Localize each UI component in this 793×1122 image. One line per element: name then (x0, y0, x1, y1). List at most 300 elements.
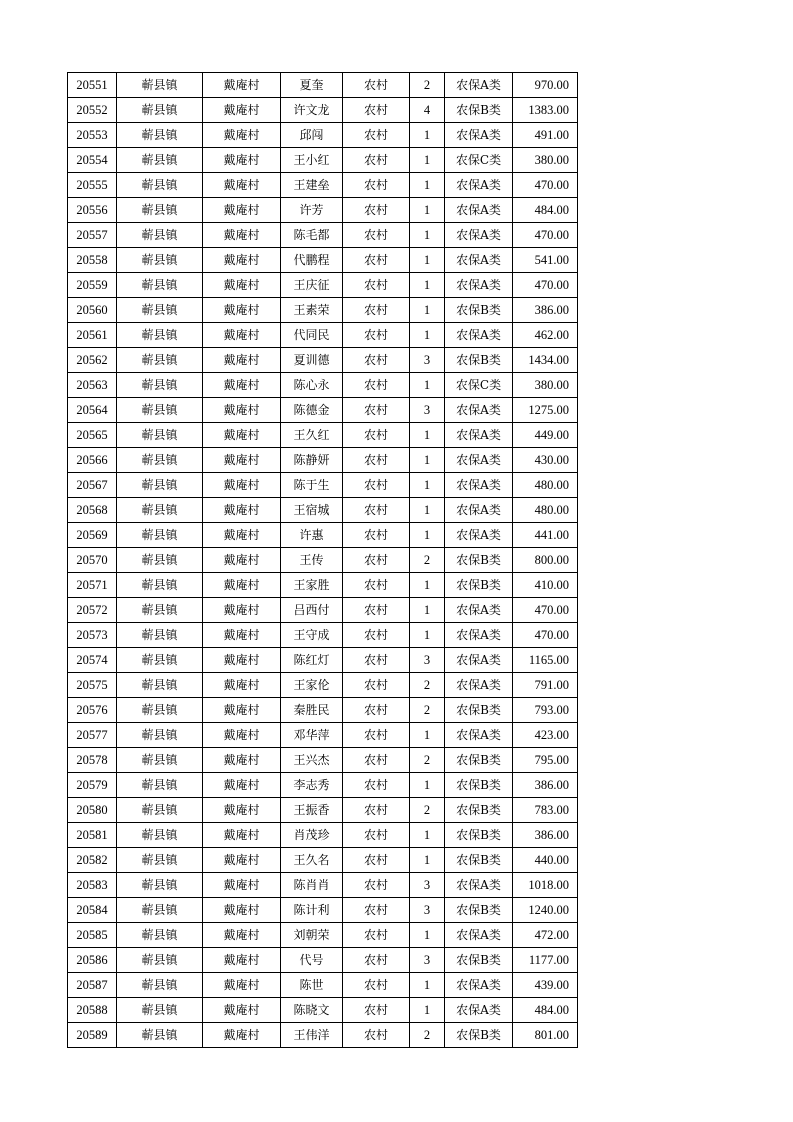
category-cell: 农保A类 (445, 473, 513, 498)
record-id-cell: 20571 (68, 573, 117, 598)
amount-cell: 480.00 (513, 473, 578, 498)
name-cell: 陈于生 (281, 473, 343, 498)
record-id-cell: 20587 (68, 973, 117, 998)
village-cell: 戴庵村 (203, 448, 281, 473)
category-cell: 农保A类 (445, 498, 513, 523)
record-id-cell: 20565 (68, 423, 117, 448)
name-cell: 王久红 (281, 423, 343, 448)
name-cell: 王庆征 (281, 273, 343, 298)
record-id-cell: 20589 (68, 1023, 117, 1048)
town-cell: 蕲县镇 (117, 723, 203, 748)
household-type-cell: 农村 (343, 173, 410, 198)
record-id-cell: 20583 (68, 873, 117, 898)
member-count-cell: 1 (410, 998, 445, 1023)
category-cell: 农保B类 (445, 573, 513, 598)
village-cell: 戴庵村 (203, 548, 281, 573)
record-id-cell: 20563 (68, 373, 117, 398)
village-cell: 戴庵村 (203, 98, 281, 123)
household-type-cell: 农村 (343, 723, 410, 748)
amount-cell: 441.00 (513, 523, 578, 548)
name-cell: 李志秀 (281, 773, 343, 798)
name-cell: 许惠 (281, 523, 343, 548)
village-cell: 戴庵村 (203, 873, 281, 898)
member-count-cell: 1 (410, 198, 445, 223)
category-cell: 农保B类 (445, 748, 513, 773)
amount-cell: 470.00 (513, 623, 578, 648)
name-cell: 王传 (281, 548, 343, 573)
member-count-cell: 3 (410, 873, 445, 898)
name-cell: 陈毛都 (281, 223, 343, 248)
name-cell: 陈世 (281, 973, 343, 998)
record-id-cell: 20567 (68, 473, 117, 498)
household-type-cell: 农村 (343, 123, 410, 148)
amount-cell: 791.00 (513, 673, 578, 698)
name-cell: 许文龙 (281, 98, 343, 123)
record-id-cell: 20551 (68, 73, 117, 98)
household-type-cell: 农村 (343, 448, 410, 473)
town-cell: 蕲县镇 (117, 148, 203, 173)
amount-cell: 793.00 (513, 698, 578, 723)
village-cell: 戴庵村 (203, 723, 281, 748)
town-cell: 蕲县镇 (117, 123, 203, 148)
name-cell: 刘朝荣 (281, 923, 343, 948)
household-type-cell: 农村 (343, 73, 410, 98)
town-cell: 蕲县镇 (117, 923, 203, 948)
table-row (68, 148, 578, 173)
name-cell: 王守成 (281, 623, 343, 648)
amount-cell: 470.00 (513, 223, 578, 248)
category-cell: 农保A类 (445, 273, 513, 298)
record-id-cell: 20569 (68, 523, 117, 548)
record-id-cell: 20558 (68, 248, 117, 273)
name-cell: 王久名 (281, 848, 343, 873)
member-count-cell: 1 (410, 773, 445, 798)
category-cell: 农保A类 (445, 923, 513, 948)
town-cell: 蕲县镇 (117, 448, 203, 473)
member-count-cell: 1 (410, 123, 445, 148)
member-count-cell: 1 (410, 223, 445, 248)
town-cell: 蕲县镇 (117, 998, 203, 1023)
table-row (68, 798, 578, 823)
name-cell: 王建垒 (281, 173, 343, 198)
household-type-cell: 农村 (343, 598, 410, 623)
name-cell: 代号 (281, 948, 343, 973)
household-type-cell: 农村 (343, 673, 410, 698)
member-count-cell: 1 (410, 598, 445, 623)
town-cell: 蕲县镇 (117, 498, 203, 523)
amount-cell: 801.00 (513, 1023, 578, 1048)
category-cell: 农保A类 (445, 998, 513, 1023)
category-cell: 农保B类 (445, 548, 513, 573)
category-cell: 农保B类 (445, 348, 513, 373)
member-count-cell: 2 (410, 673, 445, 698)
village-cell: 戴庵村 (203, 848, 281, 873)
table-row (68, 623, 578, 648)
record-id-cell: 20586 (68, 948, 117, 973)
village-cell: 戴庵村 (203, 598, 281, 623)
table-row (68, 123, 578, 148)
village-cell: 戴庵村 (203, 498, 281, 523)
category-cell: 农保B类 (445, 823, 513, 848)
name-cell: 代同民 (281, 323, 343, 348)
table-row (68, 973, 578, 998)
table-row (68, 348, 578, 373)
member-count-cell: 1 (410, 373, 445, 398)
record-id-cell: 20573 (68, 623, 117, 648)
table-row (68, 698, 578, 723)
household-type-cell: 农村 (343, 498, 410, 523)
record-id-cell: 20580 (68, 798, 117, 823)
record-id-cell: 20581 (68, 823, 117, 848)
town-cell: 蕲县镇 (117, 348, 203, 373)
name-cell: 许芳 (281, 198, 343, 223)
household-type-cell: 农村 (343, 248, 410, 273)
table-row (68, 373, 578, 398)
table-row (68, 773, 578, 798)
village-cell: 戴庵村 (203, 623, 281, 648)
amount-cell: 1383.00 (513, 98, 578, 123)
category-cell: 农保A类 (445, 973, 513, 998)
village-cell: 戴庵村 (203, 273, 281, 298)
amount-cell: 386.00 (513, 773, 578, 798)
name-cell: 陈计利 (281, 898, 343, 923)
amount-cell: 484.00 (513, 198, 578, 223)
village-cell: 戴庵村 (203, 948, 281, 973)
household-type-cell: 农村 (343, 423, 410, 448)
name-cell: 邓华萍 (281, 723, 343, 748)
record-id-cell: 20555 (68, 173, 117, 198)
town-cell: 蕲县镇 (117, 473, 203, 498)
town-cell: 蕲县镇 (117, 523, 203, 548)
name-cell: 王家胜 (281, 573, 343, 598)
household-type-cell: 农村 (343, 523, 410, 548)
record-id-cell: 20552 (68, 98, 117, 123)
village-cell: 戴庵村 (203, 648, 281, 673)
member-count-cell: 4 (410, 98, 445, 123)
village-cell: 戴庵村 (203, 1023, 281, 1048)
record-id-cell: 20564 (68, 398, 117, 423)
amount-cell: 541.00 (513, 248, 578, 273)
table-row (68, 548, 578, 573)
town-cell: 蕲县镇 (117, 298, 203, 323)
record-id-cell: 20575 (68, 673, 117, 698)
member-count-cell: 3 (410, 648, 445, 673)
household-type-cell: 农村 (343, 998, 410, 1023)
table-row (68, 398, 578, 423)
household-type-cell: 农村 (343, 948, 410, 973)
village-cell: 戴庵村 (203, 398, 281, 423)
town-cell: 蕲县镇 (117, 548, 203, 573)
household-type-cell: 农村 (343, 548, 410, 573)
record-id-cell: 20578 (68, 748, 117, 773)
amount-cell: 430.00 (513, 448, 578, 473)
record-id-cell: 20568 (68, 498, 117, 523)
village-cell: 戴庵村 (203, 148, 281, 173)
table-row (68, 673, 578, 698)
table-row (68, 998, 578, 1023)
name-cell: 邱闯 (281, 123, 343, 148)
name-cell: 夏训德 (281, 348, 343, 373)
village-cell: 戴庵村 (203, 223, 281, 248)
town-cell: 蕲县镇 (117, 848, 203, 873)
member-count-cell: 1 (410, 923, 445, 948)
town-cell: 蕲县镇 (117, 748, 203, 773)
member-count-cell: 1 (410, 823, 445, 848)
member-count-cell: 2 (410, 798, 445, 823)
town-cell: 蕲县镇 (117, 598, 203, 623)
village-cell: 戴庵村 (203, 473, 281, 498)
category-cell: 农保B类 (445, 1023, 513, 1048)
member-count-cell: 1 (410, 523, 445, 548)
household-type-cell: 农村 (343, 1023, 410, 1048)
amount-cell: 470.00 (513, 173, 578, 198)
amount-cell: 970.00 (513, 73, 578, 98)
name-cell: 陈肖肖 (281, 873, 343, 898)
table-row (68, 448, 578, 473)
village-cell: 戴庵村 (203, 173, 281, 198)
member-count-cell: 1 (410, 423, 445, 448)
category-cell: 农保A类 (445, 448, 513, 473)
member-count-cell: 1 (410, 298, 445, 323)
category-cell: 农保A类 (445, 398, 513, 423)
name-cell: 陈心永 (281, 373, 343, 398)
table-row (68, 723, 578, 748)
amount-cell: 1018.00 (513, 873, 578, 898)
table-row (68, 223, 578, 248)
record-id-cell: 20559 (68, 273, 117, 298)
table-row (68, 1023, 578, 1048)
amount-cell: 1240.00 (513, 898, 578, 923)
household-type-cell: 农村 (343, 923, 410, 948)
data-table (67, 72, 578, 1048)
member-count-cell: 3 (410, 948, 445, 973)
amount-cell: 386.00 (513, 823, 578, 848)
town-cell: 蕲县镇 (117, 773, 203, 798)
amount-cell: 439.00 (513, 973, 578, 998)
table-row (68, 898, 578, 923)
category-cell: 农保A类 (445, 423, 513, 448)
category-cell: 农保C类 (445, 148, 513, 173)
member-count-cell: 1 (410, 473, 445, 498)
member-count-cell: 1 (410, 173, 445, 198)
name-cell: 夏奎 (281, 73, 343, 98)
table-row (68, 298, 578, 323)
amount-cell: 800.00 (513, 548, 578, 573)
village-cell: 戴庵村 (203, 973, 281, 998)
amount-cell: 470.00 (513, 598, 578, 623)
record-id-cell: 20576 (68, 698, 117, 723)
amount-cell: 1165.00 (513, 648, 578, 673)
town-cell: 蕲县镇 (117, 73, 203, 98)
name-cell: 王素荣 (281, 298, 343, 323)
village-cell: 戴庵村 (203, 323, 281, 348)
member-count-cell: 1 (410, 848, 445, 873)
household-type-cell: 农村 (343, 873, 410, 898)
amount-cell: 440.00 (513, 848, 578, 873)
category-cell: 农保A类 (445, 873, 513, 898)
household-type-cell: 农村 (343, 148, 410, 173)
household-type-cell: 农村 (343, 373, 410, 398)
record-id-cell: 20582 (68, 848, 117, 873)
name-cell: 王宿城 (281, 498, 343, 523)
town-cell: 蕲县镇 (117, 173, 203, 198)
household-type-cell: 农村 (343, 973, 410, 998)
member-count-cell: 1 (410, 273, 445, 298)
household-type-cell: 农村 (343, 898, 410, 923)
household-type-cell: 农村 (343, 773, 410, 798)
amount-cell: 1275.00 (513, 398, 578, 423)
record-id-cell: 20579 (68, 773, 117, 798)
table-row (68, 948, 578, 973)
table-row (68, 598, 578, 623)
record-id-cell: 20574 (68, 648, 117, 673)
village-cell: 戴庵村 (203, 523, 281, 548)
record-id-cell: 20554 (68, 148, 117, 173)
member-count-cell: 1 (410, 248, 445, 273)
category-cell: 农保B类 (445, 798, 513, 823)
table-row (68, 73, 578, 98)
village-cell: 戴庵村 (203, 748, 281, 773)
town-cell: 蕲县镇 (117, 223, 203, 248)
name-cell: 吕西付 (281, 598, 343, 623)
category-cell: 农保A类 (445, 73, 513, 98)
member-count-cell: 1 (410, 973, 445, 998)
member-count-cell: 3 (410, 348, 445, 373)
amount-cell: 470.00 (513, 273, 578, 298)
town-cell: 蕲县镇 (117, 248, 203, 273)
member-count-cell: 3 (410, 898, 445, 923)
category-cell: 农保B类 (445, 948, 513, 973)
category-cell: 农保A类 (445, 198, 513, 223)
household-type-cell: 农村 (343, 198, 410, 223)
amount-cell: 484.00 (513, 998, 578, 1023)
table-row (68, 648, 578, 673)
amount-cell: 462.00 (513, 323, 578, 348)
category-cell: 农保B类 (445, 98, 513, 123)
category-cell: 农保A类 (445, 623, 513, 648)
category-cell: 农保A类 (445, 173, 513, 198)
record-id-cell: 20566 (68, 448, 117, 473)
name-cell: 肖茂珍 (281, 823, 343, 848)
town-cell: 蕲县镇 (117, 423, 203, 448)
household-type-cell: 农村 (343, 648, 410, 673)
amount-cell: 480.00 (513, 498, 578, 523)
table-row (68, 823, 578, 848)
table-row (68, 248, 578, 273)
name-cell: 代鹏程 (281, 248, 343, 273)
category-cell: 农保A类 (445, 523, 513, 548)
village-cell: 戴庵村 (203, 898, 281, 923)
member-count-cell: 2 (410, 748, 445, 773)
amount-cell: 380.00 (513, 148, 578, 173)
town-cell: 蕲县镇 (117, 623, 203, 648)
amount-cell: 386.00 (513, 298, 578, 323)
town-cell: 蕲县镇 (117, 98, 203, 123)
member-count-cell: 2 (410, 1023, 445, 1048)
town-cell: 蕲县镇 (117, 973, 203, 998)
category-cell: 农保C类 (445, 373, 513, 398)
village-cell: 戴庵村 (203, 998, 281, 1023)
record-id-cell: 20556 (68, 198, 117, 223)
member-count-cell: 1 (410, 498, 445, 523)
village-cell: 戴庵村 (203, 198, 281, 223)
record-id-cell: 20570 (68, 548, 117, 573)
member-count-cell: 1 (410, 448, 445, 473)
household-type-cell: 农村 (343, 473, 410, 498)
amount-cell: 795.00 (513, 748, 578, 773)
table-row (68, 748, 578, 773)
member-count-cell: 1 (410, 323, 445, 348)
name-cell: 陈红灯 (281, 648, 343, 673)
category-cell: 农保B类 (445, 773, 513, 798)
category-cell: 农保A类 (445, 673, 513, 698)
member-count-cell: 2 (410, 548, 445, 573)
village-cell: 戴庵村 (203, 123, 281, 148)
amount-cell: 449.00 (513, 423, 578, 448)
category-cell: 农保B类 (445, 298, 513, 323)
table-row (68, 848, 578, 873)
table-row (68, 573, 578, 598)
table-row (68, 198, 578, 223)
category-cell: 农保B类 (445, 698, 513, 723)
member-count-cell: 1 (410, 623, 445, 648)
member-count-cell: 2 (410, 73, 445, 98)
town-cell: 蕲县镇 (117, 648, 203, 673)
town-cell: 蕲县镇 (117, 373, 203, 398)
village-cell: 戴庵村 (203, 923, 281, 948)
record-id-cell: 20562 (68, 348, 117, 373)
category-cell: 农保A类 (445, 648, 513, 673)
category-cell: 农保A类 (445, 248, 513, 273)
member-count-cell: 2 (410, 698, 445, 723)
table-row (68, 173, 578, 198)
village-cell: 戴庵村 (203, 348, 281, 373)
name-cell: 陈德金 (281, 398, 343, 423)
town-cell: 蕲县镇 (117, 398, 203, 423)
table-row (68, 323, 578, 348)
category-cell: 农保B类 (445, 898, 513, 923)
household-type-cell: 农村 (343, 98, 410, 123)
record-id-cell: 20553 (68, 123, 117, 148)
village-cell: 戴庵村 (203, 673, 281, 698)
record-id-cell: 20572 (68, 598, 117, 623)
village-cell: 戴庵村 (203, 423, 281, 448)
amount-cell: 380.00 (513, 373, 578, 398)
town-cell: 蕲县镇 (117, 698, 203, 723)
town-cell: 蕲县镇 (117, 948, 203, 973)
town-cell: 蕲县镇 (117, 323, 203, 348)
name-cell: 王小红 (281, 148, 343, 173)
record-id-cell: 20557 (68, 223, 117, 248)
member-count-cell: 3 (410, 398, 445, 423)
town-cell: 蕲县镇 (117, 273, 203, 298)
village-cell: 戴庵村 (203, 823, 281, 848)
village-cell: 戴庵村 (203, 798, 281, 823)
household-type-cell: 农村 (343, 298, 410, 323)
name-cell: 王家伦 (281, 673, 343, 698)
amount-cell: 423.00 (513, 723, 578, 748)
town-cell: 蕲县镇 (117, 823, 203, 848)
name-cell: 王伟洋 (281, 1023, 343, 1048)
category-cell: 农保B类 (445, 848, 513, 873)
household-type-cell: 农村 (343, 698, 410, 723)
household-type-cell: 农村 (343, 348, 410, 373)
household-type-cell: 农村 (343, 323, 410, 348)
amount-cell: 410.00 (513, 573, 578, 598)
table-row (68, 473, 578, 498)
amount-cell: 783.00 (513, 798, 578, 823)
name-cell: 王振香 (281, 798, 343, 823)
